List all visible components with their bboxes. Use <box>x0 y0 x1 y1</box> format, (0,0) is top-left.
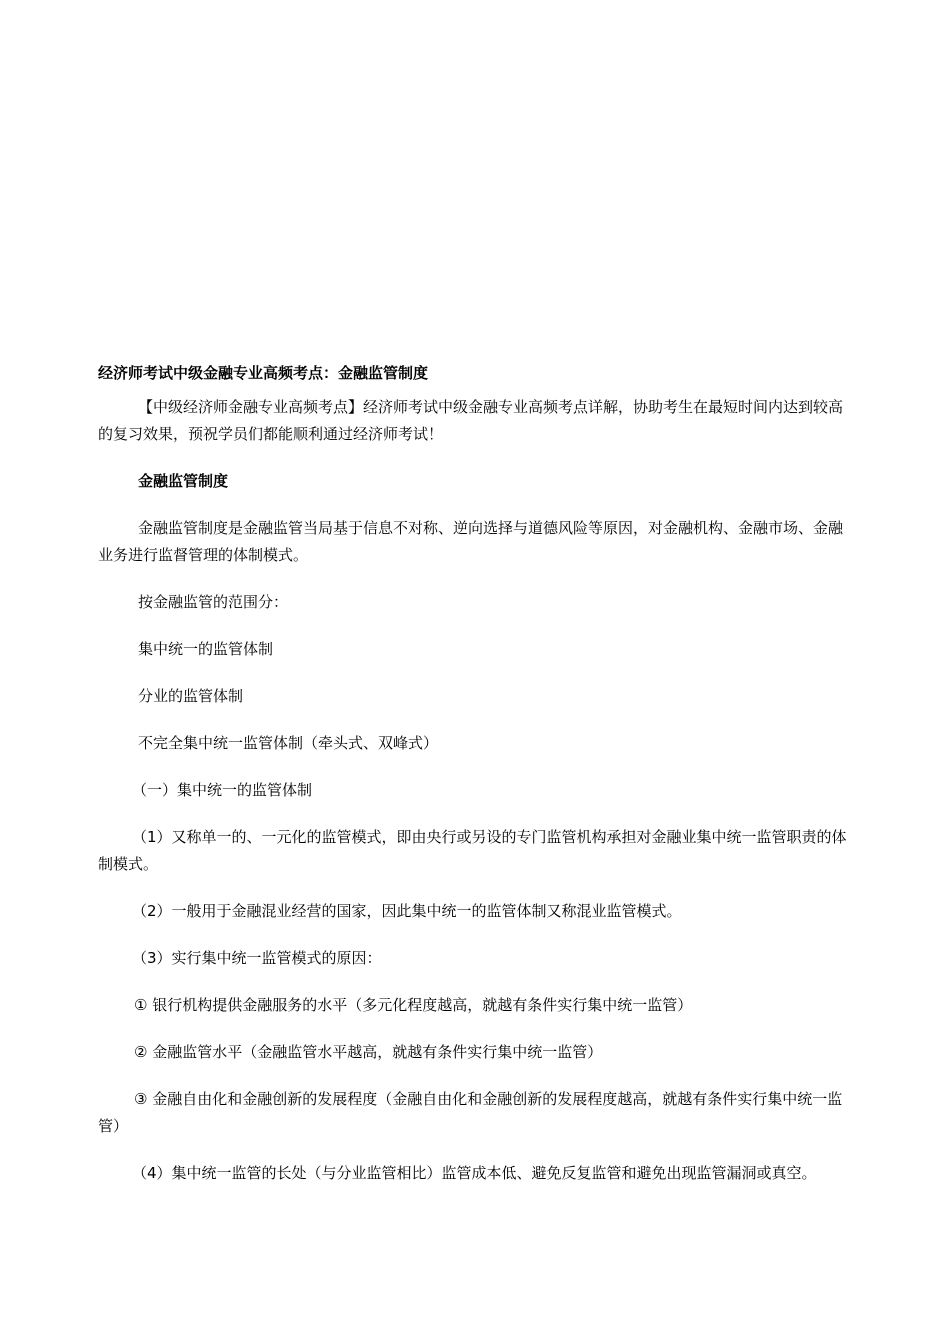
numbered-item: （2）一般用于金融混业经营的国家，因此集中统一的监管体制又称混业监管模式。 <box>132 902 682 920</box>
circled-item: ① 银行机构提供金融服务的水平（多元化程度越高，就越有条件实行集中统一监管） <box>134 996 693 1014</box>
numbered-item: （3）实行集中统一监管模式的原因： <box>132 949 382 967</box>
circled-item: ② 金融监管水平（金融监管水平越高，就越有条件实行集中统一监管） <box>134 1043 603 1061</box>
document-title: 经济师考试中级金融专业高频考点：金融监管制度 <box>98 364 429 382</box>
subsection-heading: （一）集中统一的监管体制 <box>132 781 313 799</box>
section-heading: 金融监管制度 <box>138 472 229 490</box>
circled-item: ③ 金融自由化和金融创新的发展程度（金融自由化和金融创新的发展程度越高，就越有条件实行集中统一监管） <box>98 1090 843 1135</box>
paragraph: 按金融监管的范围分： <box>138 593 289 611</box>
document-body <box>98 360 856 1207</box>
list-item: 不完全集中统一监管体制（牵头式、双峰式） <box>138 734 439 752</box>
numbered-item: （1）又称单一的、一元化的监管模式，即由央行或另设的专门监管机构承担对金融业集中统一监管职责的体制模式。 <box>98 828 847 873</box>
list-item: 集中统一的监管体制 <box>138 640 274 658</box>
definition-paragraph: 金融监管制度是金融监管当局基于信息不对称、逆向选择与道德风险等原因，对金融机构、金融市场、金融业务进行监督管理的体制模式。 <box>98 519 844 564</box>
list-item: 分业的监管体制 <box>138 687 244 705</box>
intro-paragraph: 【中级经济师金融专业高频考点】经济师考试中级金融专业高频考点详解，协助考生在最短时间内达到较高的复习效果，预祝学员们都能顺利通过经济师考试！ <box>98 398 844 443</box>
numbered-item: （4）集中统一监管的长处（与分业监管相比）监管成本低、避免反复监管和避免出现监管漏洞或真空。 <box>132 1164 817 1182</box>
